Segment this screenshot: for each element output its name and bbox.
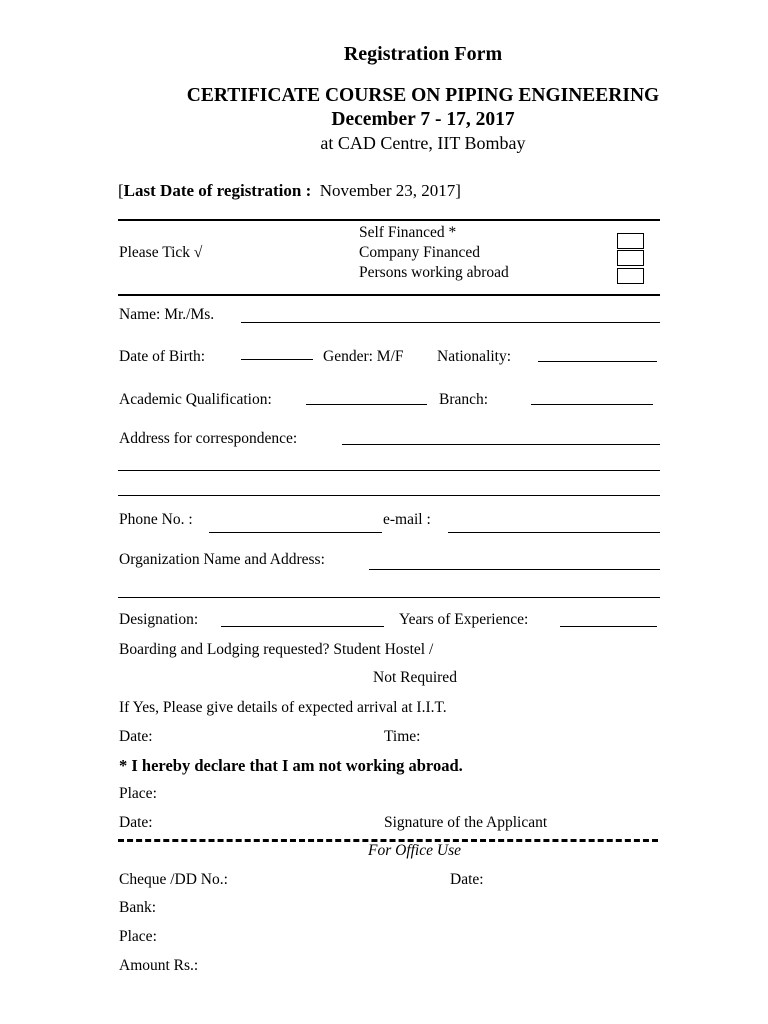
amount-label: Amount Rs.: <box>119 957 199 974</box>
name-label: Name: Mr./Ms. <box>119 306 215 323</box>
organization-label: Organization Name and Address: <box>119 551 325 568</box>
address-label: Address for correspondence: <box>119 430 298 447</box>
qualification-label: Academic Qualification: <box>119 391 272 408</box>
divider <box>118 294 660 296</box>
experience-field[interactable] <box>560 626 657 627</box>
divider <box>118 219 660 221</box>
signature-date-label: Date: <box>119 814 153 831</box>
nationality-label: Nationality: <box>437 348 512 365</box>
branch-field[interactable] <box>531 404 653 405</box>
checkbox-working-abroad[interactable] <box>617 268 644 284</box>
course-title: CERTIFICATE COURSE ON PIPING ENGINEERING <box>186 85 660 106</box>
not-required-label: Not Required <box>373 669 457 686</box>
arrival-label: If Yes, Please give details of expected arrival at I.I.T. <box>119 699 447 716</box>
address-field-line-1[interactable] <box>342 444 660 445</box>
option-working-abroad: Persons working abroad <box>359 264 509 281</box>
place-label: Place: <box>119 785 157 802</box>
option-company-financed: Company Financed <box>359 244 480 261</box>
office-place-label: Place: <box>119 928 157 945</box>
experience-label: Years of Experience: <box>399 611 529 628</box>
dob-label: Date of Birth: <box>119 348 206 365</box>
please-tick-label: Please Tick √ <box>119 244 203 261</box>
boarding-label: Boarding and Lodging requested? Student Hostel / <box>119 641 434 658</box>
bank-label: Bank: <box>119 899 157 916</box>
designation-label: Designation: <box>119 611 199 628</box>
name-field[interactable] <box>241 322 660 323</box>
course-dates: December 7 - 17, 2017 <box>331 109 515 130</box>
address-field-line-2[interactable] <box>118 470 660 471</box>
organization-field-line-2[interactable] <box>118 597 660 598</box>
course-venue: at CAD Centre, IIT Bombay <box>320 133 526 153</box>
phone-label: Phone No. : <box>119 511 193 528</box>
deadline-line <box>118 181 461 201</box>
email-field[interactable] <box>448 532 660 533</box>
phone-field[interactable] <box>209 532 382 533</box>
deadline-value: November 23, 2017] <box>319 181 461 200</box>
checkbox-self-financed[interactable] <box>617 233 644 249</box>
arrival-time-label: Time: <box>384 728 421 745</box>
email-label: e-mail : <box>383 511 431 528</box>
nationality-field[interactable] <box>538 361 657 362</box>
office-date-label: Date: <box>450 871 484 888</box>
branch-label: Branch: <box>439 391 489 408</box>
address-field-line-3[interactable] <box>118 495 660 496</box>
organization-field-line-1[interactable] <box>369 569 660 570</box>
option-self-financed: Self Financed * <box>359 224 457 241</box>
deadline-bracket: [ <box>118 181 124 200</box>
declaration-text: * I hereby declare that I am not working abroad. <box>119 756 463 775</box>
deadline-label: Last Date of registration : <box>123 181 312 200</box>
signature-label: Signature of the Applicant <box>384 814 548 831</box>
gender-label: Gender: M/F <box>323 348 404 365</box>
arrival-date-label: Date: <box>119 728 153 745</box>
checkbox-company-financed[interactable] <box>617 250 644 266</box>
dob-field[interactable] <box>241 359 313 360</box>
qualification-field[interactable] <box>306 404 427 405</box>
designation-field[interactable] <box>221 626 384 627</box>
cheque-label: Cheque /DD No.: <box>119 871 228 888</box>
form-title: Registration Form <box>343 43 503 65</box>
office-use-heading: For Office Use <box>368 842 461 859</box>
